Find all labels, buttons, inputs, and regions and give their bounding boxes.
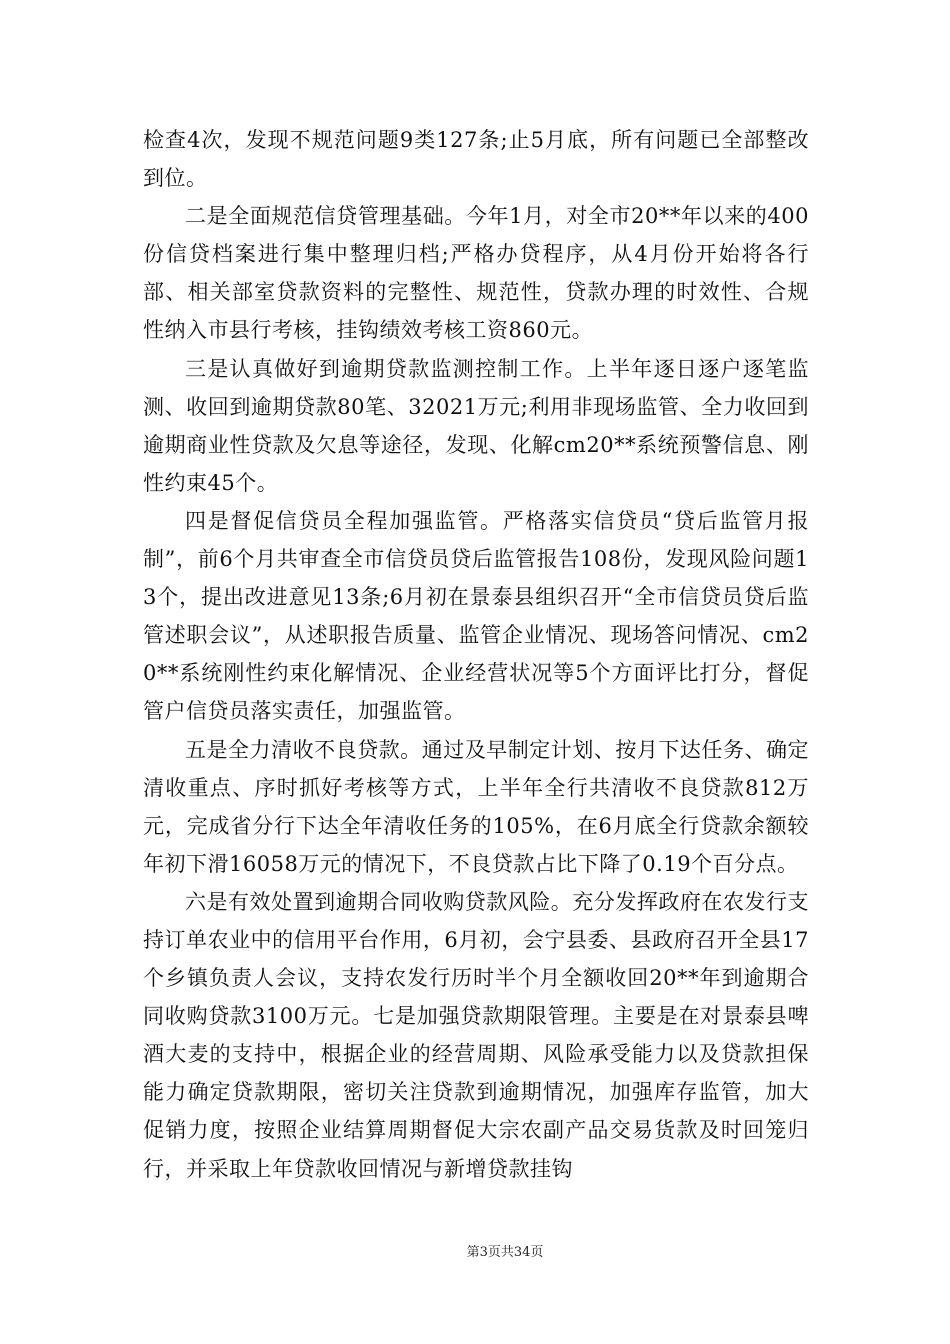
page-number-label: 第3页共34页 — [466, 1245, 544, 1260]
paragraph-3: 三是认真做好到逾期贷款监测控制工作。上半年逐日逐户逐笔监测、收回到逾期贷款80笔、32021万元;利用非现场监管、全力收回到逾期商业性贷款及欠息等途径，发现、化解cm20**系统预警信息、刚性约束45个。 — [143, 356, 809, 495]
paragraph-5: 五是全力清收不良贷款。通过及早制定计划、按月下达任务、确定清收重点、序时抓好考核等方式，上半年全行共清收不良贷款812万元，完成省分行下达全年清收任务的105%，在6月底全行贷款余额较年初下滑16058万元的情况下，不良贷款占比下降了0.19个百分点。 — [143, 737, 809, 876]
paragraph-1: 检查4次，发现不规范问题9类127条;止5月底，所有问题已全部整改到位。 — [143, 128, 809, 191]
page-footer — [0, 1244, 950, 1262]
document-body — [143, 121, 809, 1188]
paragraph-4: 四是督促信贷员全程加强监管。严格落实信贷员“贷后监管月报制”，前6个月共审查全市信贷员贷后监管报告108份，发现风险问题13个，提出改进意见13条;6月初在景泰县组织召开“全市信贷员贷后监管述职会议”，从述职报告质量、监管企业情况、现场答问情况、cm20**系统刚性约束化解情况、企业经营状况等5个方面评比打分，督促管户信贷员落实责任，加强监管。 — [143, 508, 809, 724]
paragraph-2: 二是全面规范信贷管理基础。今年1月，对全市20**年以来的400份信贷档案进行集中整理归档;严格办贷程序，从4月份开始将各行部、相关部室贷款资料的完整性、规范性，贷款办理的时效性、合规性纳入市县行考核，挂钩绩效考核工资860元。 — [143, 204, 809, 343]
paragraph-6: 六是有效处置到逾期合同收购贷款风险。充分发挥政府在农发行支持订单农业中的信用平台作用，6月初，会宁县委、县政府召开全县17个乡镇负责人会议，支持农发行历时半个月全额收回20**年到逾期合同收购贷款3100万元。七是加强贷款期限管理。主要是在对景泰县啤酒大麦的支持中，根据企业的经营周期、风险承受能力以及贷款担保能力确定贷款期限，密切关注贷款到逾期情况，加强库存监管，加大促销力度，按照企业结算周期督促大宗农副产品交易货款及时回笼归行，并采取上年贷款收回情况与新增贷款挂钩 — [143, 889, 809, 1181]
